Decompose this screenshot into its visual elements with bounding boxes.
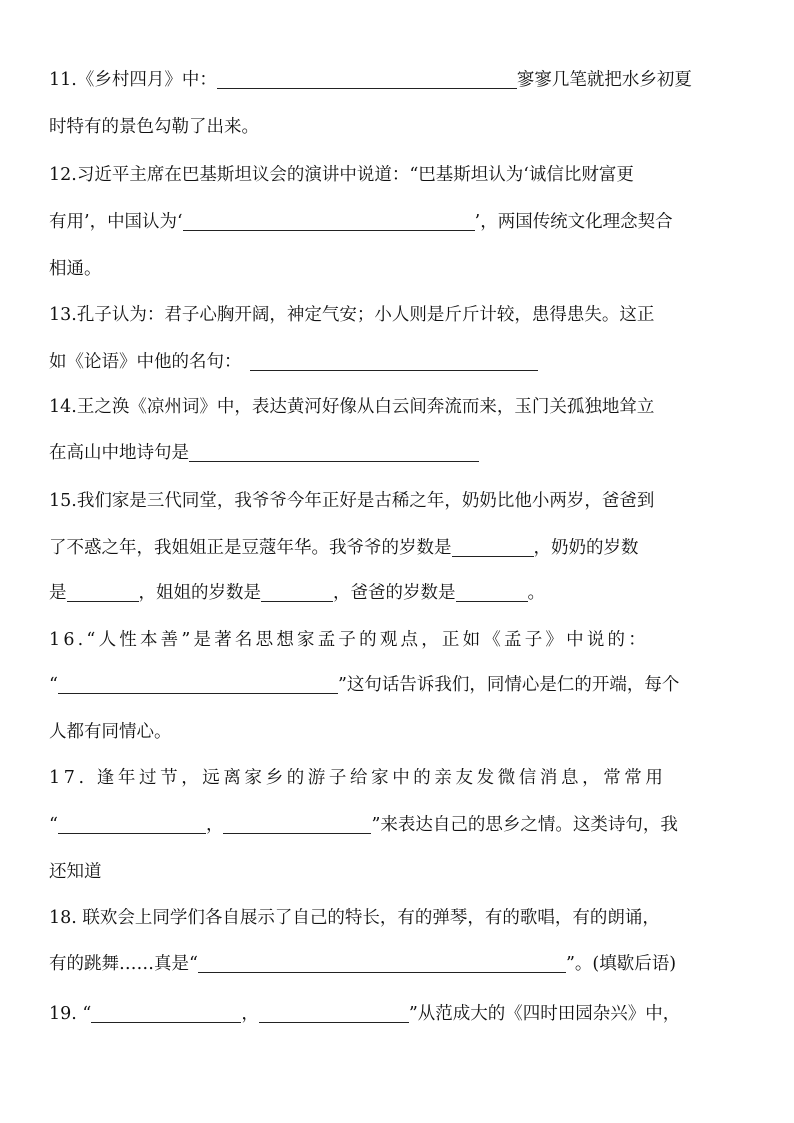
q16-prompt-b: ”这句话告诉我们，同情心是仁的开端，每个 [337, 675, 680, 695]
q17-line-3 [49, 860, 747, 884]
q17-blank-2[interactable] [223, 815, 371, 834]
q15-line-3 [49, 581, 747, 605]
q12-line-3 [49, 257, 747, 281]
q19-line-1 [49, 1002, 747, 1026]
q16-blank[interactable] [58, 675, 338, 694]
q15-blank-grandpa[interactable] [452, 538, 534, 557]
q17-prompt-c: 还知道 [49, 862, 102, 882]
q17-blank-1[interactable] [58, 815, 206, 834]
q19-number: 19. “ [49, 1004, 92, 1024]
q15-text-d4: 。 [527, 583, 545, 603]
q14-prompt-b: 在高山中地诗句是 [49, 443, 189, 463]
q12-blank[interactable] [183, 212, 475, 231]
q19-blank-1[interactable] [91, 1004, 241, 1023]
q15-line-1 [49, 489, 747, 513]
q12-prompt-b: 有用’，中国认为‘ [49, 212, 183, 232]
q12-prompt-c: ’，两国传统文化理念契合 [474, 212, 673, 232]
q16-line-3 [49, 720, 747, 744]
q14-line-1 [49, 395, 747, 419]
q16-line-2 [49, 673, 747, 697]
q17-prompt: 17. 逢年过节，远离家乡的游子给家中的亲友发微信消息，常常用 [49, 768, 667, 788]
q11-line-2 [49, 115, 747, 139]
q17-line-2 [49, 813, 747, 837]
q16-open-quote: “ [49, 675, 58, 695]
q13-blank[interactable] [250, 352, 538, 371]
q12-line-1 [49, 163, 747, 187]
q12-line-2 [49, 210, 747, 234]
q19-comma: ， [241, 1004, 259, 1024]
q15-prompt: 15.我们家是三代同堂，我爷爷今年正好是古稀之年，奶奶比他小两岁，爸爸到 [49, 491, 655, 511]
q13-line-2 [49, 350, 747, 374]
q17-prompt-b: ”来表达自己的思乡之情。这类诗句，我 [371, 815, 678, 835]
q12-prompt-d: 相通。 [49, 259, 102, 279]
q11-prompt-cont: 时特有的景色勾勒了出来。 [49, 117, 259, 137]
q15-prompt-b: 了不惑之年，我姐姐正是豆蔻年华。我爷爷的岁数是 [49, 538, 452, 558]
q17-line-1 [49, 766, 747, 790]
q14-blank[interactable] [189, 443, 479, 462]
q18-line-1 [49, 906, 747, 930]
q15-text-d1: 是 [49, 583, 67, 603]
q15-blank-grandma[interactable] [67, 583, 139, 602]
q15-blank-sister[interactable] [261, 583, 333, 602]
q15-prompt-c: ，奶奶的岁数 [533, 538, 639, 558]
q11-line-1 [49, 68, 747, 92]
q11-prompt: 11.《乡村四月》中： [49, 70, 217, 90]
q18-prompt: 18. 联欢会上同学们各自展示了自己的特长，有的弹琴，有的歌唱，有的朗诵， [49, 908, 660, 928]
q16-prompt: 16.“人性本善”是著名思想家孟子的观点，正如《孟子》中说的： [49, 630, 649, 650]
q18-hint: ”。(填歇后语) [565, 954, 677, 974]
q11-blank[interactable] [217, 70, 517, 89]
q18-blank[interactable] [198, 954, 566, 973]
q13-line-1 [49, 303, 747, 327]
q14-prompt: 14.王之涣《凉州词》中，表达黄河好像从白云间奔流而来，玉门关孤独地耸立 [49, 397, 655, 417]
q19-prompt: ”从范成大的《四时田园杂兴》中， [408, 1004, 681, 1024]
q12-prompt: 12.习近平主席在巴基斯坦议会的演讲中说道：“巴基斯坦认为‘诚信比财富更 [49, 165, 634, 185]
q17-open-quote: “ [49, 815, 58, 835]
q15-text-d3: ，爸爸的岁数是 [333, 583, 456, 603]
q16-prompt-c: 人都有同情心。 [49, 722, 172, 742]
q18-line-2 [49, 952, 747, 976]
q14-line-2 [49, 441, 747, 465]
q13-prompt: 13.孔子认为：君子心胸开阔，神定气安；小人则是斤斤计较，患得患失。这正 [49, 305, 655, 325]
q11-prompt-tail: 寥寥几笔就把水乡初夏 [516, 70, 692, 90]
q13-prompt-b: 如《论语》中他的名句： [49, 352, 242, 372]
q15-line-2 [49, 536, 747, 560]
q15-blank-father[interactable] [456, 583, 528, 602]
q15-text-d2: ，姐姐的岁数是 [138, 583, 261, 603]
q16-line-1 [49, 628, 747, 652]
q17-comma: ， [205, 815, 224, 835]
q19-blank-2[interactable] [259, 1004, 409, 1023]
q18-prompt-b: 有的跳舞……真是“ [49, 954, 198, 974]
